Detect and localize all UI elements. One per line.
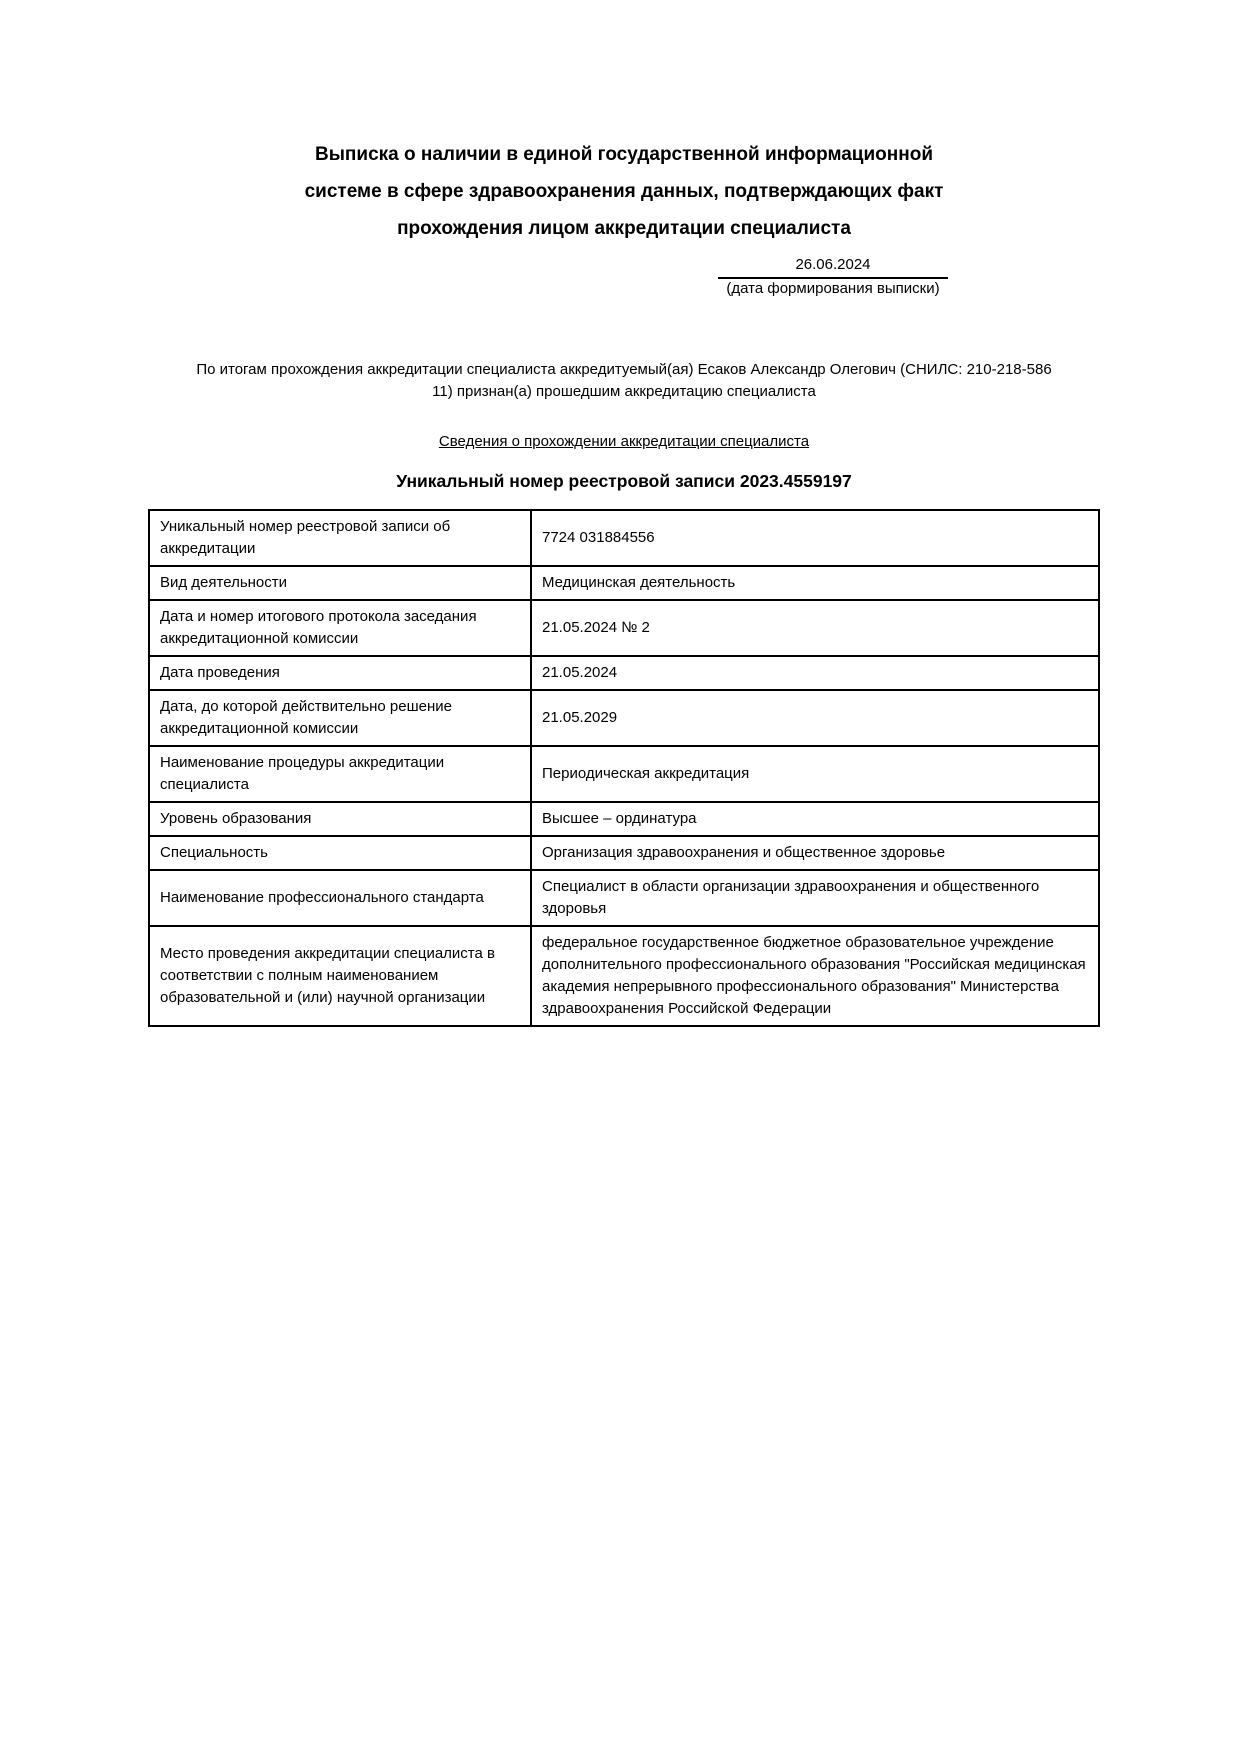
row-value: 21.05.2024 № 2 bbox=[531, 600, 1099, 656]
table-row bbox=[149, 690, 1099, 746]
row-label: Уникальный номер реестровой записи об аккредитации bbox=[149, 510, 531, 566]
row-value: 7724 031884556 bbox=[531, 510, 1099, 566]
row-label: Место проведения аккредитации специалиста в соответствии с полным наименованием образовательной и (или) научной организации bbox=[149, 926, 531, 1026]
table-row bbox=[149, 836, 1099, 870]
table-row bbox=[149, 510, 1099, 566]
table-row bbox=[149, 656, 1099, 690]
row-label: Специальность bbox=[149, 836, 531, 870]
row-value: Медицинская деятельность bbox=[531, 566, 1099, 600]
row-label: Дата, до которой действительно решение аккредитационной комиссии bbox=[149, 690, 531, 746]
table-row bbox=[149, 802, 1099, 836]
row-label: Дата проведения bbox=[149, 656, 531, 690]
row-value: 21.05.2029 bbox=[531, 690, 1099, 746]
row-label: Дата и номер итогового протокола заседания аккредитационной комиссии bbox=[149, 600, 531, 656]
row-value: Периодическая аккредитация bbox=[531, 746, 1099, 802]
document-title-line-2: системе в сфере здравоохранения данных, подтверждающих факт bbox=[304, 181, 944, 202]
row-label: Наименование процедуры аккредитации специалиста bbox=[149, 746, 531, 802]
document-content bbox=[148, 0, 1100, 1027]
row-value: федеральное государственное бюджетное образовательное учреждение дополнительного профессионального образования "Российская медицинская академия непрерывного профессионального образования" Министерства здравоохранения Российской Федерации bbox=[531, 926, 1099, 1026]
table-row bbox=[149, 746, 1099, 802]
document-title bbox=[148, 136, 1100, 247]
table-row bbox=[149, 566, 1099, 600]
row-value: Высшее – ординатура bbox=[531, 802, 1099, 836]
table-row bbox=[149, 870, 1099, 926]
row-label: Уровень образования bbox=[149, 802, 531, 836]
section-heading: Сведения о прохождении аккредитации специалиста bbox=[438, 433, 810, 450]
accreditation-table bbox=[148, 509, 1100, 1027]
table-row bbox=[149, 600, 1099, 656]
intro-paragraph: По итогам прохождения аккредитации специалиста аккредитуемый(ая) Есаков Александр Олегович (СНИЛС: 210-218-586 11) признан(а) прошедшим аккредитацию специалиста bbox=[196, 361, 1052, 400]
row-label: Наименование профессионального стандарта bbox=[149, 870, 531, 926]
issue-date-caption: (дата формирования выписки) bbox=[726, 280, 940, 297]
row-label: Вид деятельности bbox=[149, 566, 531, 600]
issue-date: 26.06.2024 bbox=[718, 255, 948, 279]
row-value: Специалист в области организации здравоохранения и общественного здоровья bbox=[531, 870, 1099, 926]
issue-date-block bbox=[718, 255, 948, 299]
row-value: Организация здравоохранения и общественное здоровье bbox=[531, 836, 1099, 870]
registry-number-heading: Уникальный номер реестровой записи 2023.4559197 bbox=[396, 471, 852, 491]
accreditation-table-body bbox=[149, 510, 1099, 1026]
document-title-line-1: Выписка о наличии в единой государственной информационной bbox=[314, 144, 934, 165]
table-row bbox=[149, 926, 1099, 1026]
document-title-line-3: прохождения лицом аккредитации специалиста bbox=[397, 218, 851, 239]
row-value: 21.05.2024 bbox=[531, 656, 1099, 690]
